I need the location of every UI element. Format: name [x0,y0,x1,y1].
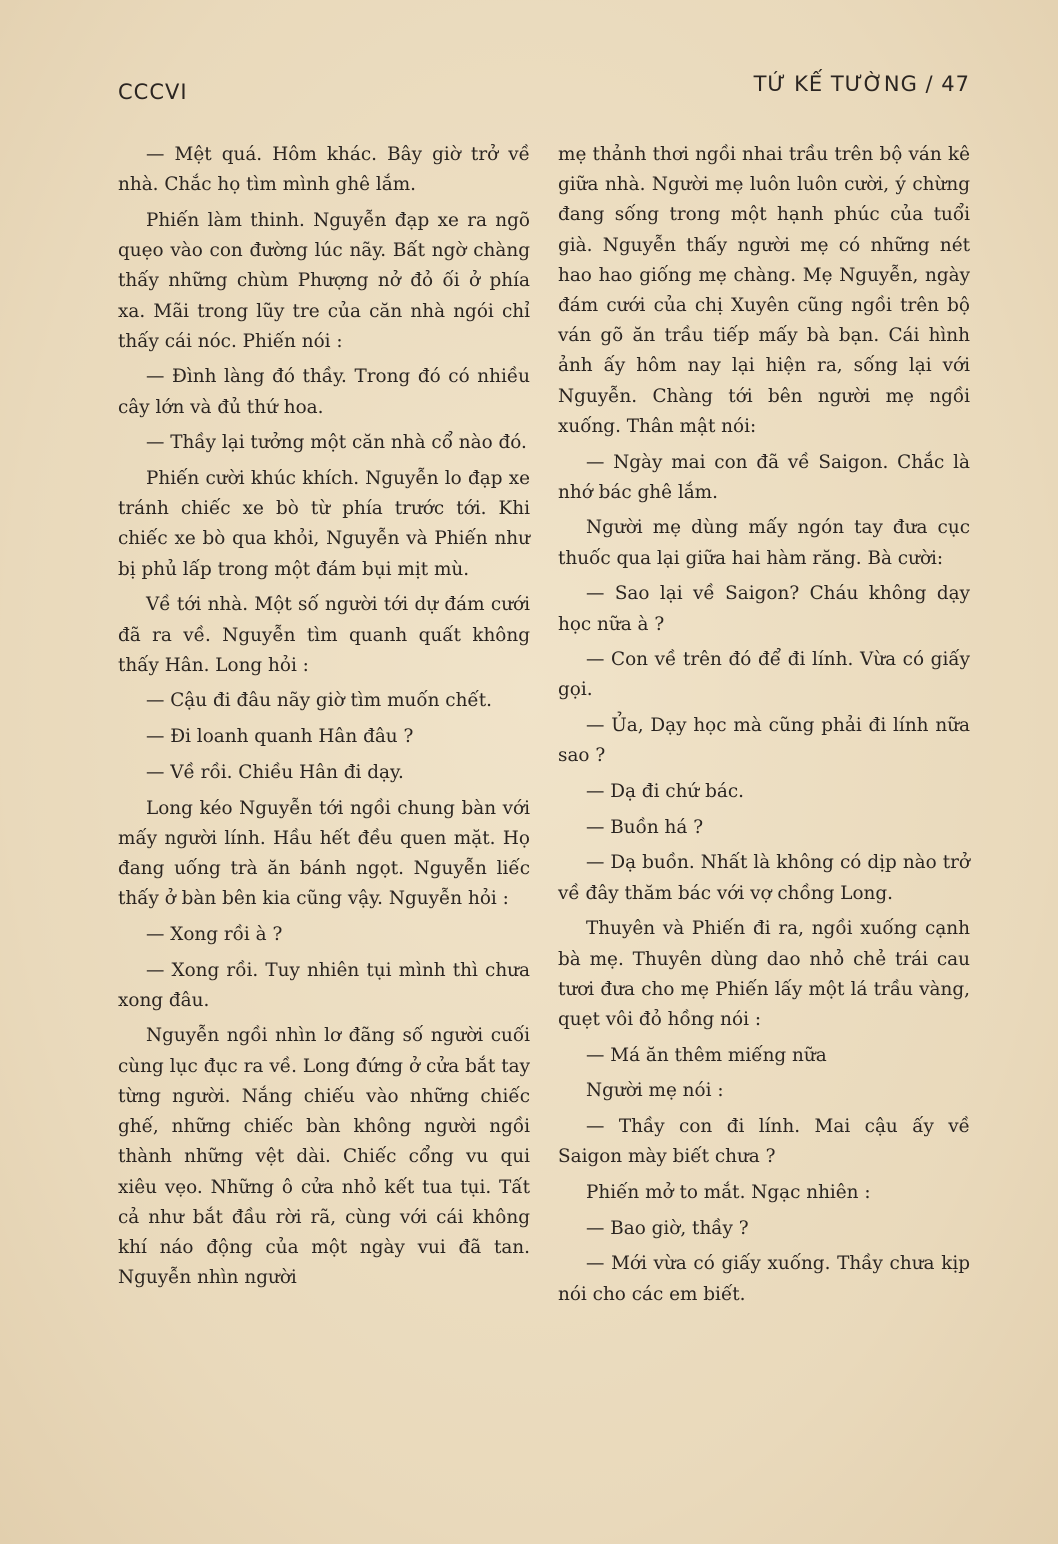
left-column [118,140,530,1299]
paragraph: Phiến làm thinh. Nguyễn đạp xe ra ngõ quẹo vào con đường lúc nãy. Bất ngờ chàng thấy những chùm Phượng nở đỏ ối ở phía xa. Mãi trong lũy tre của căn nhà ngói chỉ thấy cái nóc. Phiến nói : [118,209,530,352]
paragraph: — Thầy con đi lính. Mai cậu ấy về Saigon mày biết chưa ? [558,1116,970,1168]
paragraph: Long kéo Nguyễn tới ngồi chung bàn với mấy người lính. Hầu hết đều quen mặt. Họ đang uống trà ăn bánh ngọt. Nguyễn liếc thấy ở bàn bên kia cũng vậy. Nguyễn hỏi : [118,797,530,910]
page-header [118,72,970,106]
paragraph: — Con về trên đó để đi lính. Vừa có giấy gọi. [558,649,970,701]
paragraph: — Mệt quá. Hôm khác. Bây giờ trở về nhà. Chắc họ tìm mình ghê lắm. [118,144,530,196]
paragraph: Phiến cười khúc khích. Nguyễn lo đạp xe tránh chiếc xe bò từ phía trước tới. Khi chiếc xe bò qua khỏi, Nguyễn và Phiến như bị phủ lấp trong một đám bụi mịt mù. [118,468,530,580]
right-column [558,140,970,1315]
paragraph: Người mẹ dùng mấy ngón tay đưa cục thuốc qua lại giữa hai hàm răng. Bà cười: [558,517,970,569]
paragraph: — Xong rồi. Tuy nhiên tụi mình thì chưa xong đâu. [118,959,530,1011]
chapter-number: CCCVI [118,80,188,104]
paragraph: — Về rồi. Chiều Hân đi dạy. [146,761,404,783]
running-title: TỨ KẾ TƯỜNG / 47 [753,72,970,96]
paragraph: — Dạ đi chứ bác. [586,781,745,803]
paragraph: mẹ thảnh thơi ngồi nhai trầu trên bộ ván kê giữa nhà. Người mẹ luôn luôn cười, ý chừng đang sống trong một hạnh phúc của tuổi già. Nguyễn thấy người mẹ có những nét hao hao giống mẹ chàng. Mẹ Nguyễn, ngày đám cưới của chị Xuyên cũng ngồi trên bộ ván gõ ăn trầu tiếp mấy bà bạn. Cái hình ảnh ấy hôm nay lại hiện ra, sống lại với Nguyễn. Chàng tới bên người mẹ ngồi xuống. Thân mật nói: [558,144,970,437]
paragraph: — Sao lại về Saigon? Cháu không dạy học nữa à ? [558,583,970,635]
paragraph: — Thầy lại tưởng một căn nhà cổ nào đó. [146,432,527,454]
paragraph: — Buồn há ? [586,816,704,838]
paragraph: — Ngày mai con đã về Saigon. Chắc là nhớ bác ghê lắm. [558,451,970,503]
paragraph: Thuyên và Phiến đi ra, ngồi xuống cạnh bà mẹ. Thuyên dùng dao nhỏ chẻ trái cau tươi đưa cho mẹ Phiến lấy một lá trầu vàng, quẹt vôi đỏ hồng nói : [558,918,970,1030]
paragraph: — Bao giờ, thầy ? [586,1217,749,1239]
paragraph: — Cậu đi đâu nãy giờ tìm muốn chết. [146,690,492,712]
paragraph: Về tới nhà. Một số người tới dự đám cưới đã ra về. Nguyễn tìm quanh quất không thấy Hân. Long hỏi : [118,594,530,676]
paragraph: — Đi loanh quanh Hân đâu ? [146,726,414,748]
paragraph: — Xong rồi à ? [146,923,283,945]
paragraph: Người mẹ nói : [586,1080,724,1102]
paragraph: Nguyễn ngồi nhìn lơ đãng số người cuối cùng lục đục ra về. Long đứng ở cửa bắt tay từng người. Nắng chiếu vào những chiếc ghế, những chiếc bàn không người ngồi thành những vệt dài. Chiếc cổng vu qui xiêu vẹo. Những ô cửa nhỏ kết tua tụi. Tất cả như bắt đầu rời rã, cùng với cái không khí náo động của một ngày vui đã tan. Nguyễn nhìn người [118,1025,530,1289]
paragraph: — Ủa, Dạy học mà cũng phải đi lính nữa sao ? [558,715,970,767]
paragraph: — Đình làng đó thầy. Trong đó có nhiều cây lớn và đủ thứ hoa. [118,366,530,418]
paragraph: — Dạ buồn. Nhất là không có dịp nào trở về đây thăm bác với vợ chồng Long. [558,852,970,904]
paragraph: Phiến mở to mắt. Ngạc nhiên : [586,1182,871,1203]
paragraph: — Mới vừa có giấy xuống. Thầy chưa kịp nói cho các em biết. [558,1253,970,1305]
paragraph: — Má ăn thêm miếng nữa [586,1044,827,1066]
